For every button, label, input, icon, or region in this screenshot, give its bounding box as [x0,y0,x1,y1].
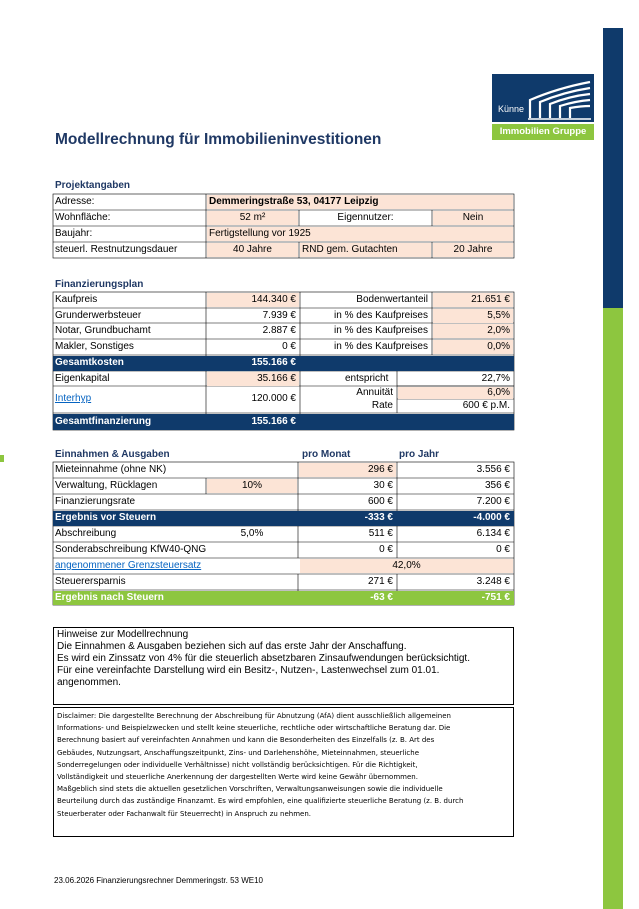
label-gesamtkosten: Gesamtkosten [55,357,124,368]
value-verwaltung-pct: 10% [207,479,297,493]
label-ergebnis-nach-steuern: Ergebnis nach Steuern [55,592,164,603]
value-eigennutzer: Nein [433,211,513,225]
interhyp-link[interactable]: Interhyp [55,393,92,404]
disclaimer-line: Berechnung basiert auf vereinfachten Annahmen und kann die Besonderheiten des Einzelfalls (z. B. Art des [57,736,435,745]
hinweise-line: Es wird ein Zinssatz von 4% für die steuerlich absetzbaren Zinsaufwendungen berücksichtigt. [57,653,470,664]
disclaimer-line: Disclaimer: Die dargestellte Berechnung der Abschreibung für Abnutzung (AfA) dient ausschließlich allgemeinen [57,712,451,720]
value-notar: 2.887 € [262,325,296,336]
section-heading-einnahmen: Einnahmen & Ausgaben [55,449,170,460]
value-pct-notar: 2,0% [433,324,513,338]
value-sonder-jahr: 0 € [496,544,510,555]
value-rate: 600 € p.M. [462,400,510,411]
value-baujahr: Fertigstellung vor 1925 [207,227,513,241]
label-rnd-gutachten: RND gem. Gutachten [300,243,431,257]
label-rate: Rate [371,400,393,411]
value-grunderwerbsteuer: 7.939 € [262,310,296,321]
value-miete-monat: 296 € [299,463,396,477]
page-title: Modellrechnung für Immobilieninvestitionen [55,131,382,148]
grenzsteuersatz-link[interactable]: angenommener Grenzsteuersatz [55,560,202,571]
value-eigenkapital: 35.166 € [207,372,299,386]
value-gesamtfinanzierung: 155.166 € [251,416,296,427]
value-vor-steuern-jahr: -4.000 € [473,512,510,523]
value-miete-jahr: 3.556 € [476,464,510,475]
value-sonder-monat: 0 € [379,544,393,555]
value-vor-steuern-monat: -333 € [364,512,393,523]
disclaimer-line: Gebäudes, Nutzungsart, Anschaffungszeitpunkt, Zins- und Darlehenshöhe, Mieteinnahmen, steuerliche [57,748,419,757]
value-verwaltung-jahr: 356 € [484,480,510,491]
label-annuitaet: Annuität [356,387,393,398]
label-bodenwertanteil: Bodenwertanteil [356,294,428,305]
logo-tagline: Immobilien Gruppe [492,124,594,140]
value-nach-steuern-monat: -63 € [370,592,393,603]
label-eigenkapital: Eigenkapital [55,373,110,384]
label-wohnflaeche: Wohnfläche: [55,212,111,223]
label-pct-notar: in % des Kaufpreises [334,325,428,336]
value-grenzsteuersatz: 42,0% [300,559,513,573]
value-gesamtkosten: 155.166 € [251,357,296,368]
section-heading-finanzierung: Finanzierungsplan [55,279,144,290]
disclaimer-line: Vollständigkeit und steuerliche Anerkennung der dargestellten Werte wird keine Gewähr übernommen. [57,773,418,782]
label-gesamtfinanzierung: Gesamtfinanzierung [55,416,152,427]
disclaimer-line: Beurteilung durch das zuständige Finanzamt. Es wird empfohlen, eine qualifizierte steuerliche Beratung (z. B. durch [57,797,464,806]
value-rnd-gutachten: 20 Jahre [433,243,513,257]
hinweise-heading: Hinweise zur Modellrechnung [57,629,189,640]
value-entspricht: 22,7% [481,373,510,384]
label-entspricht: entspricht [345,373,389,384]
label-grunderwerbsteuer: Grunderwerbsteuer [55,310,142,321]
label-mieteinnahme: Mieteinnahme (ohne NK) [55,464,167,475]
value-annuitaet: 6,0% [398,387,513,399]
value-nach-steuern-jahr: -751 € [481,592,510,603]
value-kaufpreis: 144.340 € [207,293,299,307]
disclaimer-box [53,707,514,837]
value-abschreibung-monat: 511 € [368,528,393,539]
disclaimer-line: Steuerberater oder Fachanwalt für Steuerrecht) in Anspruch zu nehmen. [57,809,311,818]
hinweise-line: angenommen. [57,677,121,688]
value-pct-grest: 5,5% [433,309,513,323]
hinweise-box [53,627,514,705]
disclaimer-line: Maßgeblich sind stets die aktuellen gesetzlichen Vorschriften, Verwaltungsanweisungen sowie die individuelle [57,785,443,794]
value-wohnflaeche: 52 m² [207,211,298,225]
label-verwaltung: Verwaltung, Rücklagen [55,480,158,491]
logo-name: Künne [498,104,525,114]
label-finanzierungsrate: Finanzierungsrate [55,496,136,507]
label-ergebnis-vor-steuern: Ergebnis vor Steuern [55,512,157,523]
label-notar: Notar, Grundbuchamt [55,325,151,336]
label-adresse: Adresse: [55,196,95,207]
hinweise-line: Für eine vereinfachte Darstellung wird ein Besitz-, Nutzen-, Lastenwechsel zum 01.01. [57,665,440,676]
label-pct-makler: in % des Kaufpreises [334,341,428,352]
value-adresse: Demmeringstraße 53, 04177 Leipzig [207,195,513,209]
page-footer: 23.06.2026 Finanzierungsrechner Demmeringstr. 53 WE10 [54,876,263,885]
label-kaufpreis: Kaufpreis [55,294,98,305]
value-restnutzungsdauer: 40 Jahre [207,243,298,257]
label-abschreibung: Abschreibung [55,528,117,539]
value-interhyp: 120.000 € [251,393,296,404]
disclaimer-line: Sonderregelungen oder individuelle Verhältnisse) nicht vollständig berücksichtigen. Für die Richtigkeit, [57,760,418,769]
section-heading-projekt: Projektangaben [55,180,131,191]
value-verwaltung-monat: 30 € [373,480,393,491]
disclaimer-line: Informations- und Beispielzwecken und stellt keine steuerliche, rechtliche oder wirtschaftliche Beratung dar. Die [57,724,451,733]
value-bodenwertanteil: 21.651 € [433,293,513,307]
value-finrate-monat: 600 € [367,496,393,507]
label-sonderabschreibung: Sonderabschreibung KfW40-QNG [55,544,207,555]
label-restnutzungsdauer: steuerl. Restnutzungsdauer [55,244,178,255]
value-ersparnis-monat: 271 € [367,576,393,587]
value-abschreibung-jahr: 6.134 € [476,528,510,539]
value-finrate-jahr: 7.200 € [476,496,510,507]
hinweise-line: Die Einnahmen & Ausgaben beziehen sich auf das erste Jahr der Anschaffung. [57,641,407,652]
value-makler: 0 € [282,341,296,352]
label-steuerersparnis: Steuerersparnis [55,576,126,587]
label-pct-grest: in % des Kaufpreises [334,310,428,321]
label-baujahr: Baujahr: [55,228,93,239]
column-header-pro-monat: pro Monat [302,449,351,460]
value-pct-makler: 0,0% [433,340,513,354]
value-ersparnis-jahr: 3.248 € [476,576,510,587]
label-eigennutzer: Eigennutzer: [337,212,394,223]
column-header-pro-jahr: pro Jahr [399,449,440,460]
value-abschreibung-pct: 5,0% [240,528,264,539]
label-makler: Makler, Sonstiges [55,341,134,352]
